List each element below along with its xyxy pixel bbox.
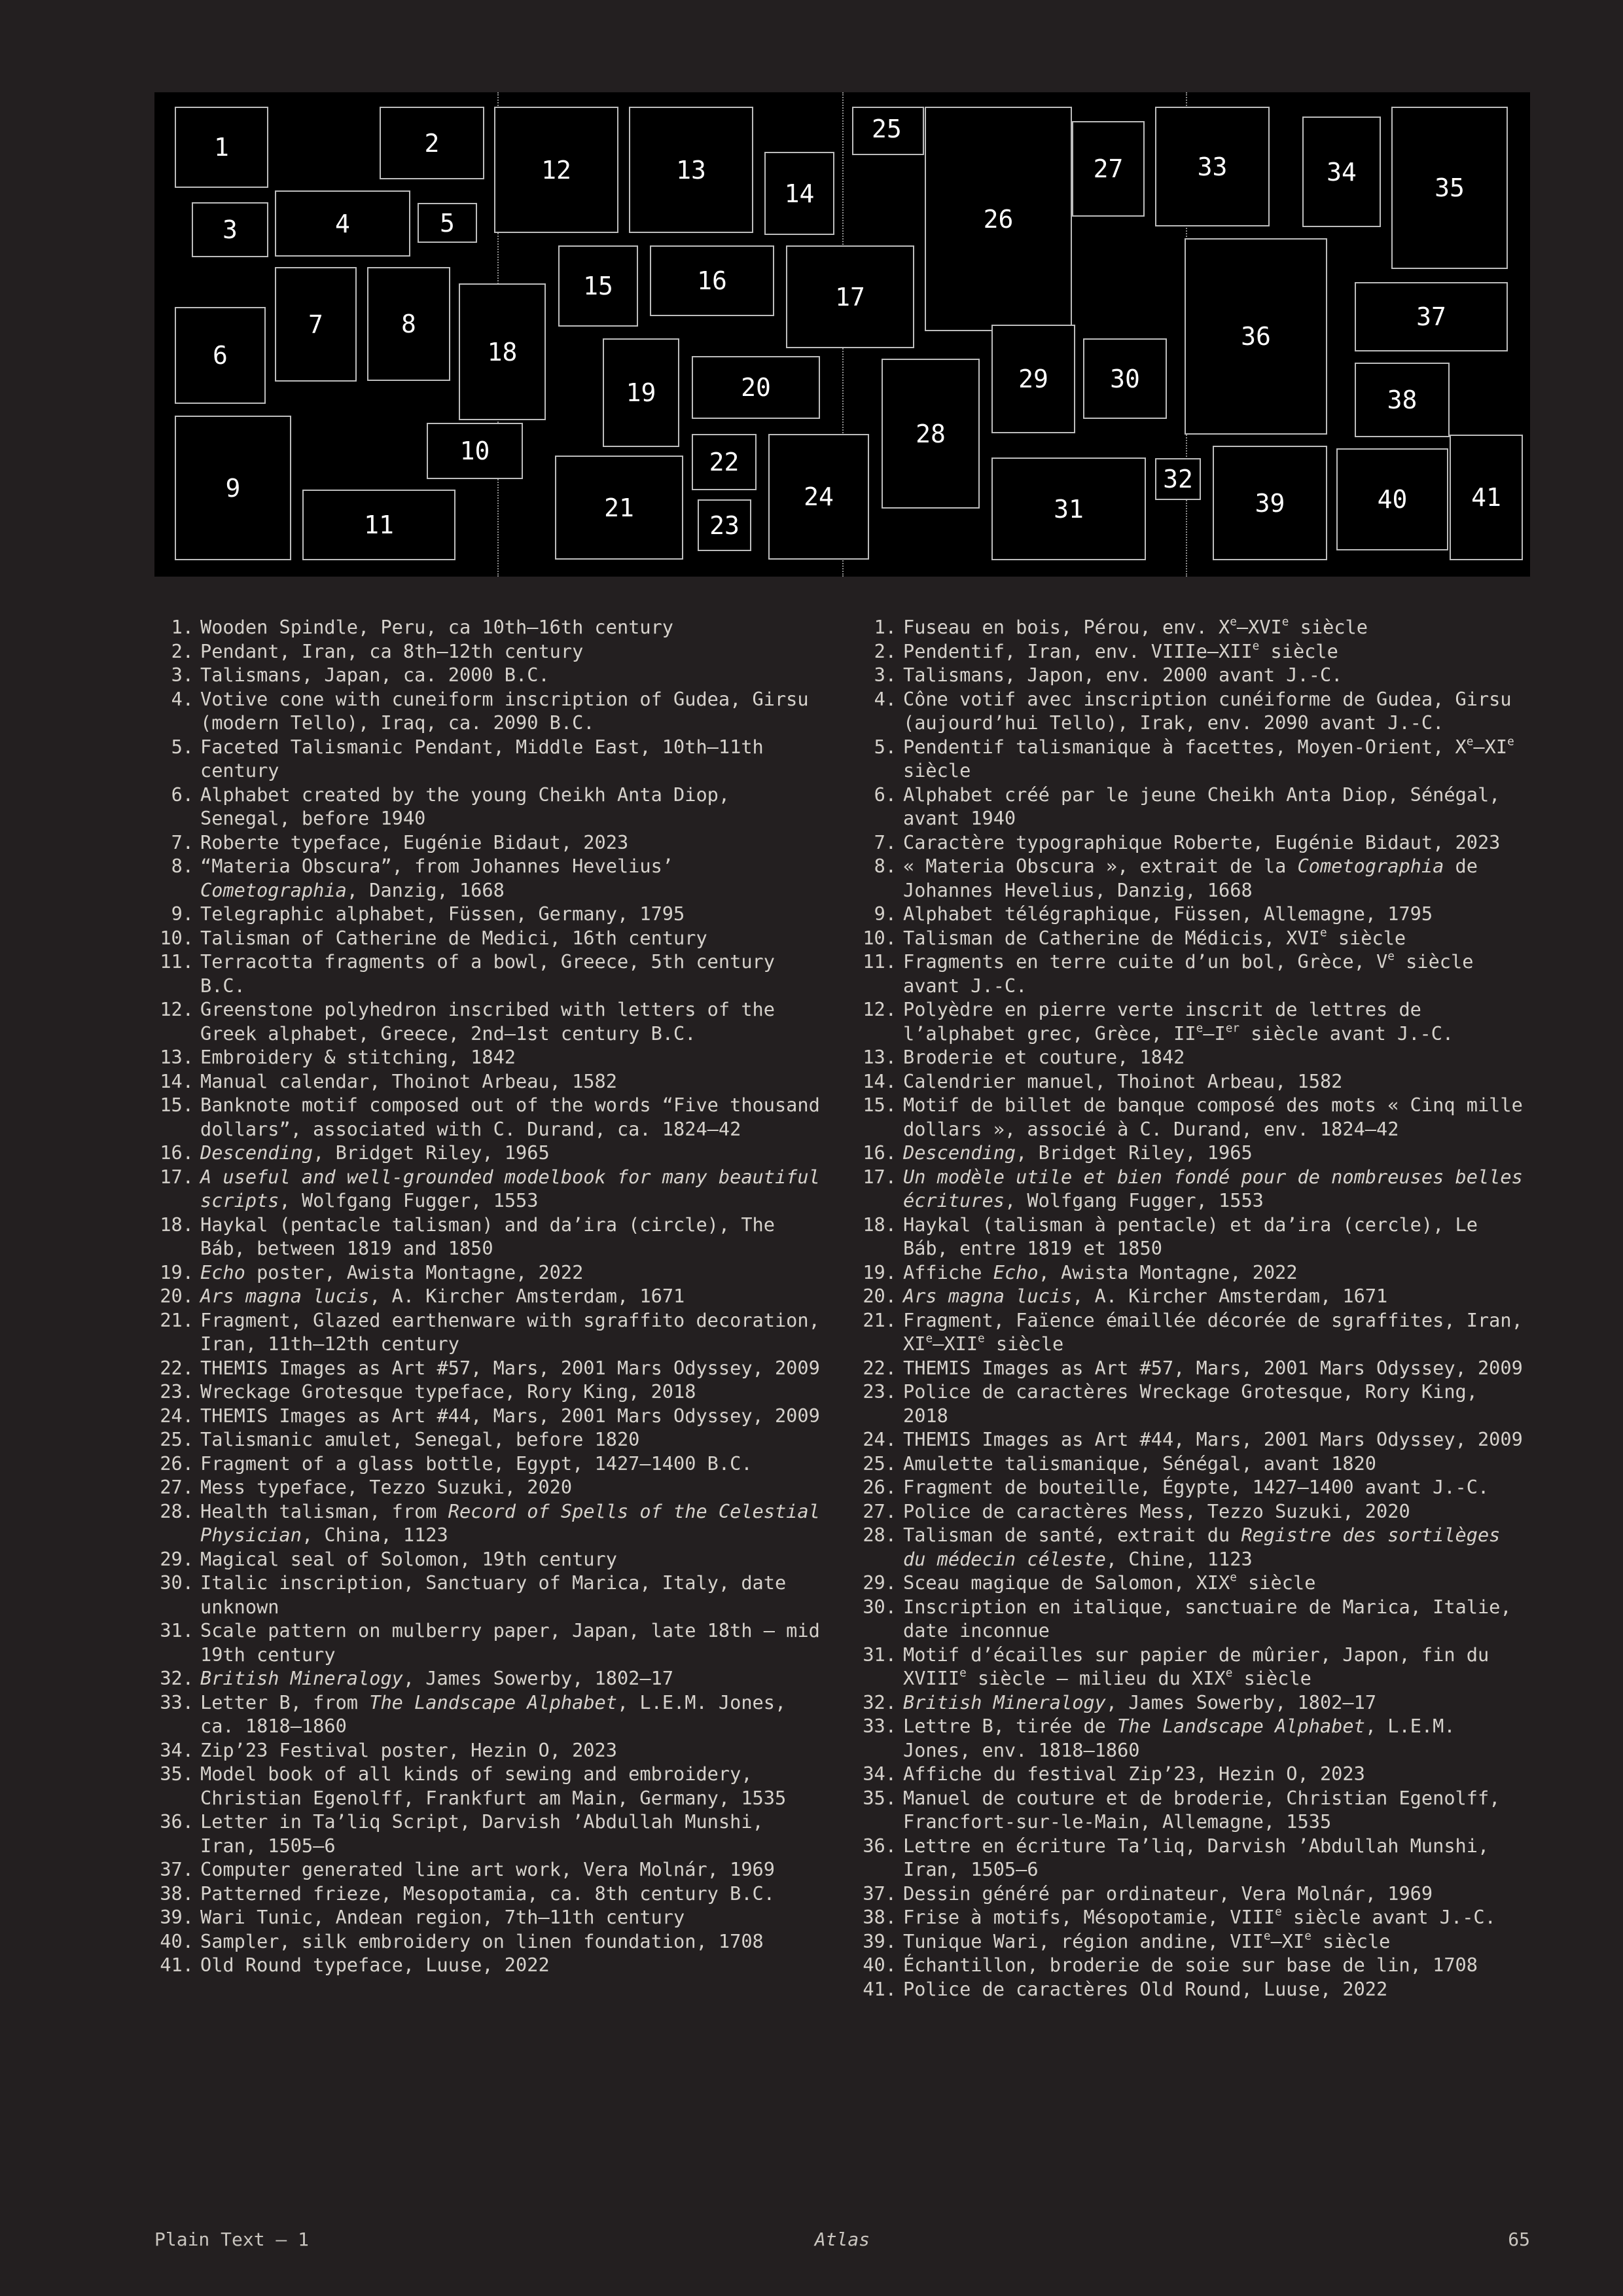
atlas-box-20: 20 bbox=[692, 356, 820, 419]
item-text: Computer generated line art work, Vera Molnár, 1969 bbox=[200, 1858, 775, 1880]
item-text: Motif d’écailles sur papier de mûrier, Japon, fin du XVIIIe siècle – milieu du XIXe siècle bbox=[903, 1643, 1489, 1689]
item-number: 15. bbox=[160, 1094, 194, 1116]
item-number: 1. bbox=[874, 616, 897, 638]
item-text: Terracotta fragments of a bowl, Greece, 5th century B.C. bbox=[200, 950, 775, 997]
item-text: Zip’23 Festival poster, Hezin O, 2023 bbox=[200, 1738, 617, 1761]
item-number: 17. bbox=[160, 1165, 194, 1188]
item-number: 12. bbox=[863, 998, 897, 1020]
caption-fr-item bbox=[857, 1427, 1531, 1452]
atlas-image-grid bbox=[154, 92, 1530, 577]
item-number: 35. bbox=[160, 1763, 194, 1785]
caption-fr-item bbox=[857, 1475, 1531, 1499]
caption-fr-item bbox=[857, 831, 1531, 855]
caption-fr-item bbox=[857, 1571, 1531, 1595]
caption-fr-item bbox=[857, 1834, 1531, 1882]
caption-en-item bbox=[154, 783, 829, 831]
caption-en-item bbox=[154, 1499, 829, 1547]
item-text: Model book of all kinds of sewing and embroidery, Christian Egenolff, Frankfurt am Main, Germany, 1535 bbox=[200, 1763, 787, 1809]
item-number: 28. bbox=[863, 1524, 897, 1546]
atlas-box-24: 24 bbox=[768, 434, 869, 560]
item-number: 4. bbox=[171, 687, 194, 710]
item-text: Ars magna lucis, A. Kircher Amsterdam, 1671 bbox=[200, 1285, 685, 1307]
item-number: 24. bbox=[863, 1428, 897, 1450]
item-number: 5. bbox=[874, 735, 897, 758]
item-text: Pendentif, Iran, env. VIIIe–XIIe siècle bbox=[903, 639, 1338, 662]
item-number: 25. bbox=[863, 1452, 897, 1475]
atlas-box-29: 29 bbox=[991, 325, 1075, 433]
item-number: 26. bbox=[863, 1476, 897, 1498]
item-number: 30. bbox=[160, 1571, 194, 1594]
caption-fr-item bbox=[857, 1165, 1531, 1213]
item-number: 6. bbox=[171, 783, 194, 806]
item-text: Police de caractères Wreckage Grotesque, Rory King, 2018 bbox=[903, 1380, 1478, 1427]
atlas-box-3: 3 bbox=[192, 202, 268, 257]
item-number: 4. bbox=[874, 687, 897, 710]
item-text: THEMIS Images as Art #44, Mars, 2001 Mars Odyssey, 2009 bbox=[903, 1428, 1523, 1450]
item-number: 11. bbox=[160, 950, 194, 973]
item-text: Haykal (talisman à pentacle) et da’ira (cercle), Le Báb, entre 1819 et 1850 bbox=[903, 1213, 1478, 1259]
caption-en-item bbox=[154, 926, 829, 950]
item-text: Alphabet created by the young Cheikh Anta Diop, Senegal, before 1940 bbox=[200, 783, 730, 829]
caption-en-item bbox=[154, 1475, 829, 1499]
item-number: 32. bbox=[160, 1667, 194, 1689]
caption-fr-item bbox=[857, 1786, 1531, 1834]
item-number: 14. bbox=[160, 1069, 194, 1092]
caption-en-item bbox=[154, 1213, 829, 1261]
atlas-box-11: 11 bbox=[302, 490, 455, 560]
atlas-box-19: 19 bbox=[603, 338, 679, 447]
caption-list-french bbox=[857, 615, 1531, 2001]
atlas-box-16: 16 bbox=[650, 245, 774, 316]
caption-fr-item bbox=[857, 1069, 1531, 1094]
item-number: 36. bbox=[863, 1834, 897, 1857]
item-number: 32. bbox=[863, 1691, 897, 1713]
item-text: Manual calendar, Thoinot Arbeau, 1582 bbox=[200, 1069, 617, 1092]
item-text: Talisman of Catherine de Medici, 16th century bbox=[200, 926, 707, 949]
item-text: Manuel de couture et de broderie, Christian Egenolff, Francfort-sur-le-Main, Allemagne, 1535 bbox=[903, 1786, 1501, 1833]
item-number: 29. bbox=[160, 1547, 194, 1570]
item-number: 14. bbox=[863, 1069, 897, 1092]
atlas-box-21: 21 bbox=[555, 456, 683, 560]
item-text: Magical seal of Solomon, 19th century bbox=[200, 1547, 617, 1570]
item-number: 18. bbox=[160, 1213, 194, 1236]
page-footer bbox=[154, 2229, 1530, 2255]
item-number: 31. bbox=[863, 1643, 897, 1666]
item-number: 33. bbox=[160, 1691, 194, 1713]
item-text: Talisman de santé, extrait du Registre des sortilèges du médecin céleste, Chine, 1123 bbox=[903, 1524, 1501, 1570]
item-number: 28. bbox=[160, 1499, 194, 1522]
item-number: 21. bbox=[863, 1308, 897, 1331]
caption-fr-item bbox=[857, 1714, 1531, 1762]
atlas-box-27: 27 bbox=[1072, 121, 1145, 217]
atlas-box-17: 17 bbox=[786, 245, 914, 348]
item-number: 22. bbox=[863, 1356, 897, 1379]
caption-en-item bbox=[154, 735, 829, 783]
item-text: Fragment de bouteille, Égypte, 1427–1400 avant J.-C. bbox=[903, 1476, 1489, 1498]
item-text: Fragment of a glass bottle, Egypt, 1427–1400 B.C. bbox=[200, 1452, 753, 1475]
caption-en-item bbox=[154, 615, 829, 639]
item-number: 25. bbox=[160, 1428, 194, 1450]
item-number: 20. bbox=[160, 1285, 194, 1307]
item-text: Greenstone polyhedron inscribed with letters of the Greek alphabet, Greece, 2nd–1st century B.C. bbox=[200, 998, 775, 1045]
atlas-box-8: 8 bbox=[367, 267, 450, 381]
caption-en-item bbox=[154, 1762, 829, 1810]
caption-fr-item bbox=[857, 1356, 1531, 1380]
item-text: Talismans, Japon, env. 2000 avant J.-C. bbox=[903, 664, 1343, 686]
atlas-box-14: 14 bbox=[764, 152, 834, 235]
caption-fr-item bbox=[857, 687, 1531, 735]
atlas-box-12: 12 bbox=[494, 107, 618, 233]
item-number: 13. bbox=[863, 1046, 897, 1068]
atlas-box-9: 9 bbox=[175, 416, 291, 560]
item-number: 6. bbox=[874, 783, 897, 806]
caption-en-item bbox=[154, 950, 829, 997]
item-number: 34. bbox=[160, 1738, 194, 1761]
footer-issue: Plain Text – 1 bbox=[154, 2229, 310, 2250]
item-text: Police de caractères Old Round, Luuse, 2022 bbox=[903, 1977, 1388, 2000]
item-number: 20. bbox=[863, 1285, 897, 1307]
caption-fr-item bbox=[857, 1882, 1531, 1906]
atlas-box-2: 2 bbox=[380, 107, 484, 179]
caption-fr-item bbox=[857, 1762, 1531, 1786]
atlas-box-22: 22 bbox=[692, 434, 757, 490]
caption-fr-item bbox=[857, 1261, 1531, 1285]
item-text: Scale pattern on mulberry paper, Japan, late 18th – mid 19th century bbox=[200, 1619, 820, 1666]
item-text: British Mineralogy, James Sowerby, 1802–17 bbox=[200, 1667, 674, 1689]
item-number: 3. bbox=[874, 664, 897, 686]
item-number: 24. bbox=[160, 1404, 194, 1427]
caption-fr-item bbox=[857, 1213, 1531, 1261]
atlas-box-28: 28 bbox=[882, 359, 980, 509]
item-number: 7. bbox=[171, 831, 194, 853]
atlas-box-39: 39 bbox=[1213, 446, 1327, 560]
item-number: 26. bbox=[160, 1452, 194, 1475]
item-text: Faceted Talismanic Pendant, Middle East, 10th–11th century bbox=[200, 735, 764, 781]
item-number: 12. bbox=[160, 998, 194, 1020]
caption-fr-item bbox=[857, 1452, 1531, 1476]
caption-fr-item bbox=[857, 1093, 1531, 1141]
item-number: 37. bbox=[863, 1882, 897, 1905]
caption-en-item bbox=[154, 1810, 829, 1857]
item-text: Telegraphic alphabet, Füssen, Germany, 1795 bbox=[200, 903, 685, 925]
caption-fr-item bbox=[857, 735, 1531, 783]
item-text: Talismanic amulet, Senegal, before 1820 bbox=[200, 1428, 640, 1450]
caption-fr-item bbox=[857, 1380, 1531, 1427]
item-number: 7. bbox=[874, 831, 897, 853]
caption-fr-item bbox=[857, 1691, 1531, 1715]
caption-fr-item bbox=[857, 663, 1531, 687]
item-number: 17. bbox=[863, 1165, 897, 1188]
item-text: THEMIS Images as Art #44, Mars, 2001 Mars Odyssey, 2009 bbox=[200, 1404, 820, 1427]
item-text: Descending, Bridget Riley, 1965 bbox=[903, 1141, 1253, 1164]
caption-en-item bbox=[154, 1882, 829, 1906]
item-number: 40. bbox=[160, 1929, 194, 1952]
caption-list-english bbox=[154, 615, 829, 1977]
item-text: British Mineralogy, James Sowerby, 1802–17 bbox=[903, 1691, 1377, 1713]
caption-fr-item bbox=[857, 1929, 1531, 1954]
caption-en-item bbox=[154, 1093, 829, 1141]
item-number: 35. bbox=[863, 1786, 897, 1809]
item-number: 36. bbox=[160, 1810, 194, 1833]
item-number: 23. bbox=[863, 1380, 897, 1403]
item-text: Un modèle utile et bien fondé pour de nombreuses belles écritures, Wolfgang Fugger, 1553 bbox=[903, 1165, 1523, 1211]
item-text: Roberte typeface, Eugénie Bidaut, 2023 bbox=[200, 831, 629, 853]
caption-fr-item bbox=[857, 997, 1531, 1045]
item-text: Descending, Bridget Riley, 1965 bbox=[200, 1141, 550, 1164]
atlas-box-36: 36 bbox=[1185, 238, 1327, 435]
item-text: Banknote motif composed out of the words “Five thousand dollars”, associated with C. Durand, ca. 1824–42 bbox=[200, 1094, 820, 1140]
footer-section-title: Atlas bbox=[814, 2229, 870, 2250]
caption-en-item bbox=[154, 1929, 829, 1954]
caption-en-item bbox=[154, 1571, 829, 1619]
item-text: Affiche Echo, Awista Montagne, 2022 bbox=[903, 1261, 1298, 1283]
caption-en-item bbox=[154, 1452, 829, 1476]
item-text: Embroidery & stitching, 1842 bbox=[200, 1046, 516, 1068]
item-number: 33. bbox=[863, 1715, 897, 1737]
item-text: Police de caractères Mess, Tezzo Suzuki, 2020 bbox=[903, 1499, 1410, 1522]
caption-en-item bbox=[154, 1738, 829, 1763]
caption-fr-item bbox=[857, 1284, 1531, 1308]
item-text: Calendrier manuel, Thoinot Arbeau, 1582 bbox=[903, 1069, 1343, 1092]
item-number: 39. bbox=[863, 1929, 897, 1952]
item-number: 10. bbox=[160, 926, 194, 949]
item-number: 41. bbox=[863, 1977, 897, 2000]
caption-en-item bbox=[154, 1284, 829, 1308]
item-text: Votive cone with cuneiform inscription of Gudea, Girsu (modern Tello), Iraq, ca. 2090 B.C. bbox=[200, 687, 809, 734]
atlas-box-13: 13 bbox=[629, 107, 753, 233]
caption-en-item bbox=[154, 1165, 829, 1213]
item-text: Talisman de Catherine de Médicis, XVIe siècle bbox=[903, 926, 1406, 949]
item-number: 39. bbox=[160, 1906, 194, 1928]
item-text: Old Round typeface, Luuse, 2022 bbox=[200, 1954, 550, 1976]
item-number: 29. bbox=[863, 1571, 897, 1594]
atlas-box-37: 37 bbox=[1355, 282, 1508, 351]
item-text: Dessin généré par ordinateur, Vera Molnár, 1969 bbox=[903, 1882, 1433, 1905]
item-number: 41. bbox=[160, 1954, 194, 1976]
atlas-box-33: 33 bbox=[1155, 107, 1270, 226]
item-text: Motif de billet de banque composé des mots « Cinq mille dollars », associé à C. Durand, env. 1824–42 bbox=[903, 1094, 1523, 1140]
item-text: Ars magna lucis, A. Kircher Amsterdam, 1671 bbox=[903, 1285, 1388, 1307]
atlas-box-1: 1 bbox=[175, 107, 268, 188]
atlas-box-23: 23 bbox=[698, 499, 751, 551]
atlas-box-41: 41 bbox=[1450, 435, 1523, 560]
item-number: 37. bbox=[160, 1858, 194, 1880]
caption-en-item bbox=[154, 639, 829, 664]
item-text: Patterned frieze, Mesopotamia, ca. 8th century B.C. bbox=[200, 1882, 775, 1905]
item-text: Sampler, silk embroidery on linen foundation, 1708 bbox=[200, 1929, 764, 1952]
caption-en-item bbox=[154, 1857, 829, 1882]
caption-fr-item bbox=[857, 1523, 1531, 1571]
caption-en-item bbox=[154, 1356, 829, 1380]
caption-en-item bbox=[154, 997, 829, 1045]
caption-fr-item bbox=[857, 950, 1531, 997]
caption-fr-item bbox=[857, 1905, 1531, 1929]
atlas-box-15: 15 bbox=[558, 245, 638, 327]
item-text: Sceau magique de Salomon, XIXe siècle bbox=[903, 1571, 1316, 1594]
item-text: Polyèdre en pierre verte inscrit de lettres de l’alphabet grec, Grèce, IIe–Ier siècle avant J.-C. bbox=[903, 998, 1454, 1045]
item-number: 27. bbox=[863, 1499, 897, 1522]
item-number: 16. bbox=[160, 1141, 194, 1164]
caption-fr-item bbox=[857, 854, 1531, 902]
item-number: 10. bbox=[863, 926, 897, 949]
caption-fr-item bbox=[857, 902, 1531, 926]
item-number: 40. bbox=[863, 1954, 897, 1976]
caption-en-item bbox=[154, 1045, 829, 1069]
caption-fr-item bbox=[857, 1141, 1531, 1165]
item-number: 2. bbox=[171, 639, 194, 662]
caption-en-item bbox=[154, 1666, 829, 1691]
item-text: Affiche du festival Zip’23, Hezin O, 2023 bbox=[903, 1763, 1365, 1785]
caption-fr-item bbox=[857, 1977, 1531, 2001]
caption-en-item bbox=[154, 663, 829, 687]
caption-en-item bbox=[154, 1308, 829, 1356]
item-number: 13. bbox=[160, 1046, 194, 1068]
item-text: THEMIS Images as Art #57, Mars, 2001 Mars Odyssey, 2009 bbox=[903, 1356, 1523, 1379]
item-text: “Materia Obscura”, from Johannes Hevelius’ Cometographia, Danzig, 1668 bbox=[200, 855, 674, 901]
item-number: 5. bbox=[171, 735, 194, 758]
item-text: Italic inscription, Sanctuary of Marica, Italy, date unknown bbox=[200, 1571, 787, 1618]
item-text: Fuseau en bois, Pérou, env. Xe–XVIe siècle bbox=[903, 615, 1368, 638]
caption-en-item bbox=[154, 1427, 829, 1452]
caption-fr-item bbox=[857, 639, 1531, 664]
item-number: 34. bbox=[863, 1763, 897, 1785]
caption-fr-item bbox=[857, 1595, 1531, 1643]
caption-en-item bbox=[154, 1261, 829, 1285]
item-text: Lettre B, tirée de The Landscape Alphabet, L.E.M. Jones, env. 1818–1860 bbox=[903, 1715, 1455, 1761]
atlas-box-5: 5 bbox=[418, 203, 477, 243]
item-text: Pendant, Iran, ca 8th–12th century bbox=[200, 639, 584, 662]
item-text: Tunique Wari, région andine, VIIe–XIe siècle bbox=[903, 1929, 1391, 1952]
item-text: Alphabet télégraphique, Füssen, Allemagne, 1795 bbox=[903, 903, 1433, 925]
item-text: Wari Tunic, Andean region, 7th–11th century bbox=[200, 1906, 685, 1928]
item-text: THEMIS Images as Art #57, Mars, 2001 Mars Odyssey, 2009 bbox=[200, 1356, 820, 1379]
atlas-box-38: 38 bbox=[1355, 363, 1450, 437]
item-text: Frise à motifs, Mésopotamie, VIIIe siècle avant J.-C. bbox=[903, 1905, 1496, 1928]
atlas-box-26: 26 bbox=[925, 107, 1072, 331]
atlas-box-7: 7 bbox=[275, 267, 357, 382]
item-text: Talismans, Japan, ca. 2000 B.C. bbox=[200, 664, 550, 686]
caption-fr-item bbox=[857, 1308, 1531, 1356]
item-number: 38. bbox=[863, 1906, 897, 1928]
caption-fr-item bbox=[857, 926, 1531, 950]
item-number: 27. bbox=[160, 1476, 194, 1498]
item-text: Wooden Spindle, Peru, ca 10th–16th century bbox=[200, 616, 674, 638]
item-number: 19. bbox=[863, 1261, 897, 1283]
item-number: 22. bbox=[160, 1356, 194, 1379]
item-text: Mess typeface, Tezzo Suzuki, 2020 bbox=[200, 1476, 573, 1498]
item-text: Pendentif talismanique à facettes, Moyen-Orient, Xe–XIe siècle bbox=[903, 735, 1514, 781]
item-text: Fragments en terre cuite d’un bol, Grèce, Ve siècle avant J.-C. bbox=[903, 950, 1474, 997]
atlas-box-35: 35 bbox=[1391, 107, 1508, 269]
item-number: 19. bbox=[160, 1261, 194, 1283]
item-number: 8. bbox=[171, 855, 194, 877]
caption-en-item bbox=[154, 1069, 829, 1094]
item-number: 3. bbox=[171, 664, 194, 686]
item-text: Letter in Ta’liq Script, Darvish ’Abdullah Munshi, Iran, 1505–6 bbox=[200, 1810, 764, 1857]
caption-fr-item bbox=[857, 1643, 1531, 1691]
caption-fr-item bbox=[857, 615, 1531, 639]
item-text: A useful and well-grounded modelbook for many beautiful scripts, Wolfgang Fugger, 1553 bbox=[200, 1165, 820, 1211]
item-text: Haykal (pentacle talisman) and da’ira (circle), The Báb, between 1819 and 1850 bbox=[200, 1213, 775, 1259]
caption-en-item bbox=[154, 1141, 829, 1165]
atlas-box-40: 40 bbox=[1336, 448, 1448, 550]
item-text: « Materia Obscura », extrait de la Cometographia de Johannes Hevelius, Danzig, 1668 bbox=[903, 855, 1478, 901]
atlas-box-6: 6 bbox=[175, 307, 266, 404]
item-number: 1. bbox=[171, 616, 194, 638]
item-text: Health talisman, from Record of Spells of the Celestial Physician, China, 1123 bbox=[200, 1499, 820, 1546]
item-number: 38. bbox=[160, 1882, 194, 1905]
item-text: Fragment, Faïence émaillée décorée de sgraffites, Iran, XIe–XIIe siècle bbox=[903, 1308, 1523, 1355]
atlas-box-25: 25 bbox=[852, 107, 924, 155]
atlas-box-32: 32 bbox=[1155, 458, 1201, 500]
item-text: Échantillon, broderie de soie sur base de lin, 1708 bbox=[903, 1954, 1478, 1976]
item-number: 9. bbox=[874, 903, 897, 925]
item-text: Caractère typographique Roberte, Eugénie Bidaut, 2023 bbox=[903, 831, 1501, 853]
atlas-box-18: 18 bbox=[459, 283, 546, 420]
caption-en-item bbox=[154, 1380, 829, 1404]
atlas-box-34: 34 bbox=[1302, 117, 1381, 227]
item-text: Broderie et couture, 1842 bbox=[903, 1046, 1185, 1068]
caption-en-item bbox=[154, 1547, 829, 1571]
item-number: 8. bbox=[874, 855, 897, 877]
caption-fr-item bbox=[857, 1953, 1531, 1977]
caption-en-item bbox=[154, 1953, 829, 1977]
item-number: 21. bbox=[160, 1308, 194, 1331]
item-text: Echo poster, Awista Montagne, 2022 bbox=[200, 1261, 584, 1283]
item-text: Cône votif avec inscription cunéiforme de Gudea, Girsu (aujourd’hui Tello), Irak, env. 2090 avant J.-C. bbox=[903, 687, 1512, 734]
item-number: 31. bbox=[160, 1619, 194, 1641]
item-text: Inscription en italique, sanctuaire de Marica, Italie, date inconnue bbox=[903, 1595, 1512, 1641]
caption-fr-item bbox=[857, 783, 1531, 831]
atlas-box-4: 4 bbox=[275, 190, 410, 257]
caption-en-item bbox=[154, 1691, 829, 1738]
item-text: Amulette talismanique, Sénégal, avant 1820 bbox=[903, 1452, 1377, 1475]
item-number: 2. bbox=[874, 639, 897, 662]
item-number: 23. bbox=[160, 1380, 194, 1403]
item-text: Wreckage Grotesque typeface, Rory King, 2018 bbox=[200, 1380, 696, 1403]
caption-fr-item bbox=[857, 1045, 1531, 1069]
item-text: Lettre en écriture Ta’liq, Darvish ’Abdullah Munshi, Iran, 1505–6 bbox=[903, 1834, 1489, 1880]
item-text: Letter B, from The Landscape Alphabet, L.E.M. Jones, ca. 1818–1860 bbox=[200, 1691, 787, 1737]
caption-en-item bbox=[154, 831, 829, 855]
item-number: 16. bbox=[863, 1141, 897, 1164]
atlas-box-30: 30 bbox=[1083, 338, 1167, 419]
item-number: 15. bbox=[863, 1094, 897, 1116]
item-number: 11. bbox=[863, 950, 897, 973]
caption-en-item bbox=[154, 1905, 829, 1929]
item-number: 30. bbox=[863, 1595, 897, 1618]
caption-fr-item bbox=[857, 1499, 1531, 1524]
caption-en-item bbox=[154, 854, 829, 902]
item-number: 9. bbox=[171, 903, 194, 925]
item-text: Alphabet créé par le jeune Cheikh Anta Diop, Sénégal, avant 1940 bbox=[903, 783, 1501, 829]
page-number: 65 bbox=[1508, 2229, 1530, 2250]
caption-en-item bbox=[154, 1619, 829, 1666]
caption-en-item bbox=[154, 902, 829, 926]
atlas-box-31: 31 bbox=[991, 457, 1146, 560]
atlas-box-10: 10 bbox=[427, 423, 523, 479]
caption-en-item bbox=[154, 1404, 829, 1428]
item-number: 18. bbox=[863, 1213, 897, 1236]
item-text: Fragment, Glazed earthenware with sgraffito decoration, Iran, 11th–12th century bbox=[200, 1308, 820, 1355]
caption-en-item bbox=[154, 687, 829, 735]
